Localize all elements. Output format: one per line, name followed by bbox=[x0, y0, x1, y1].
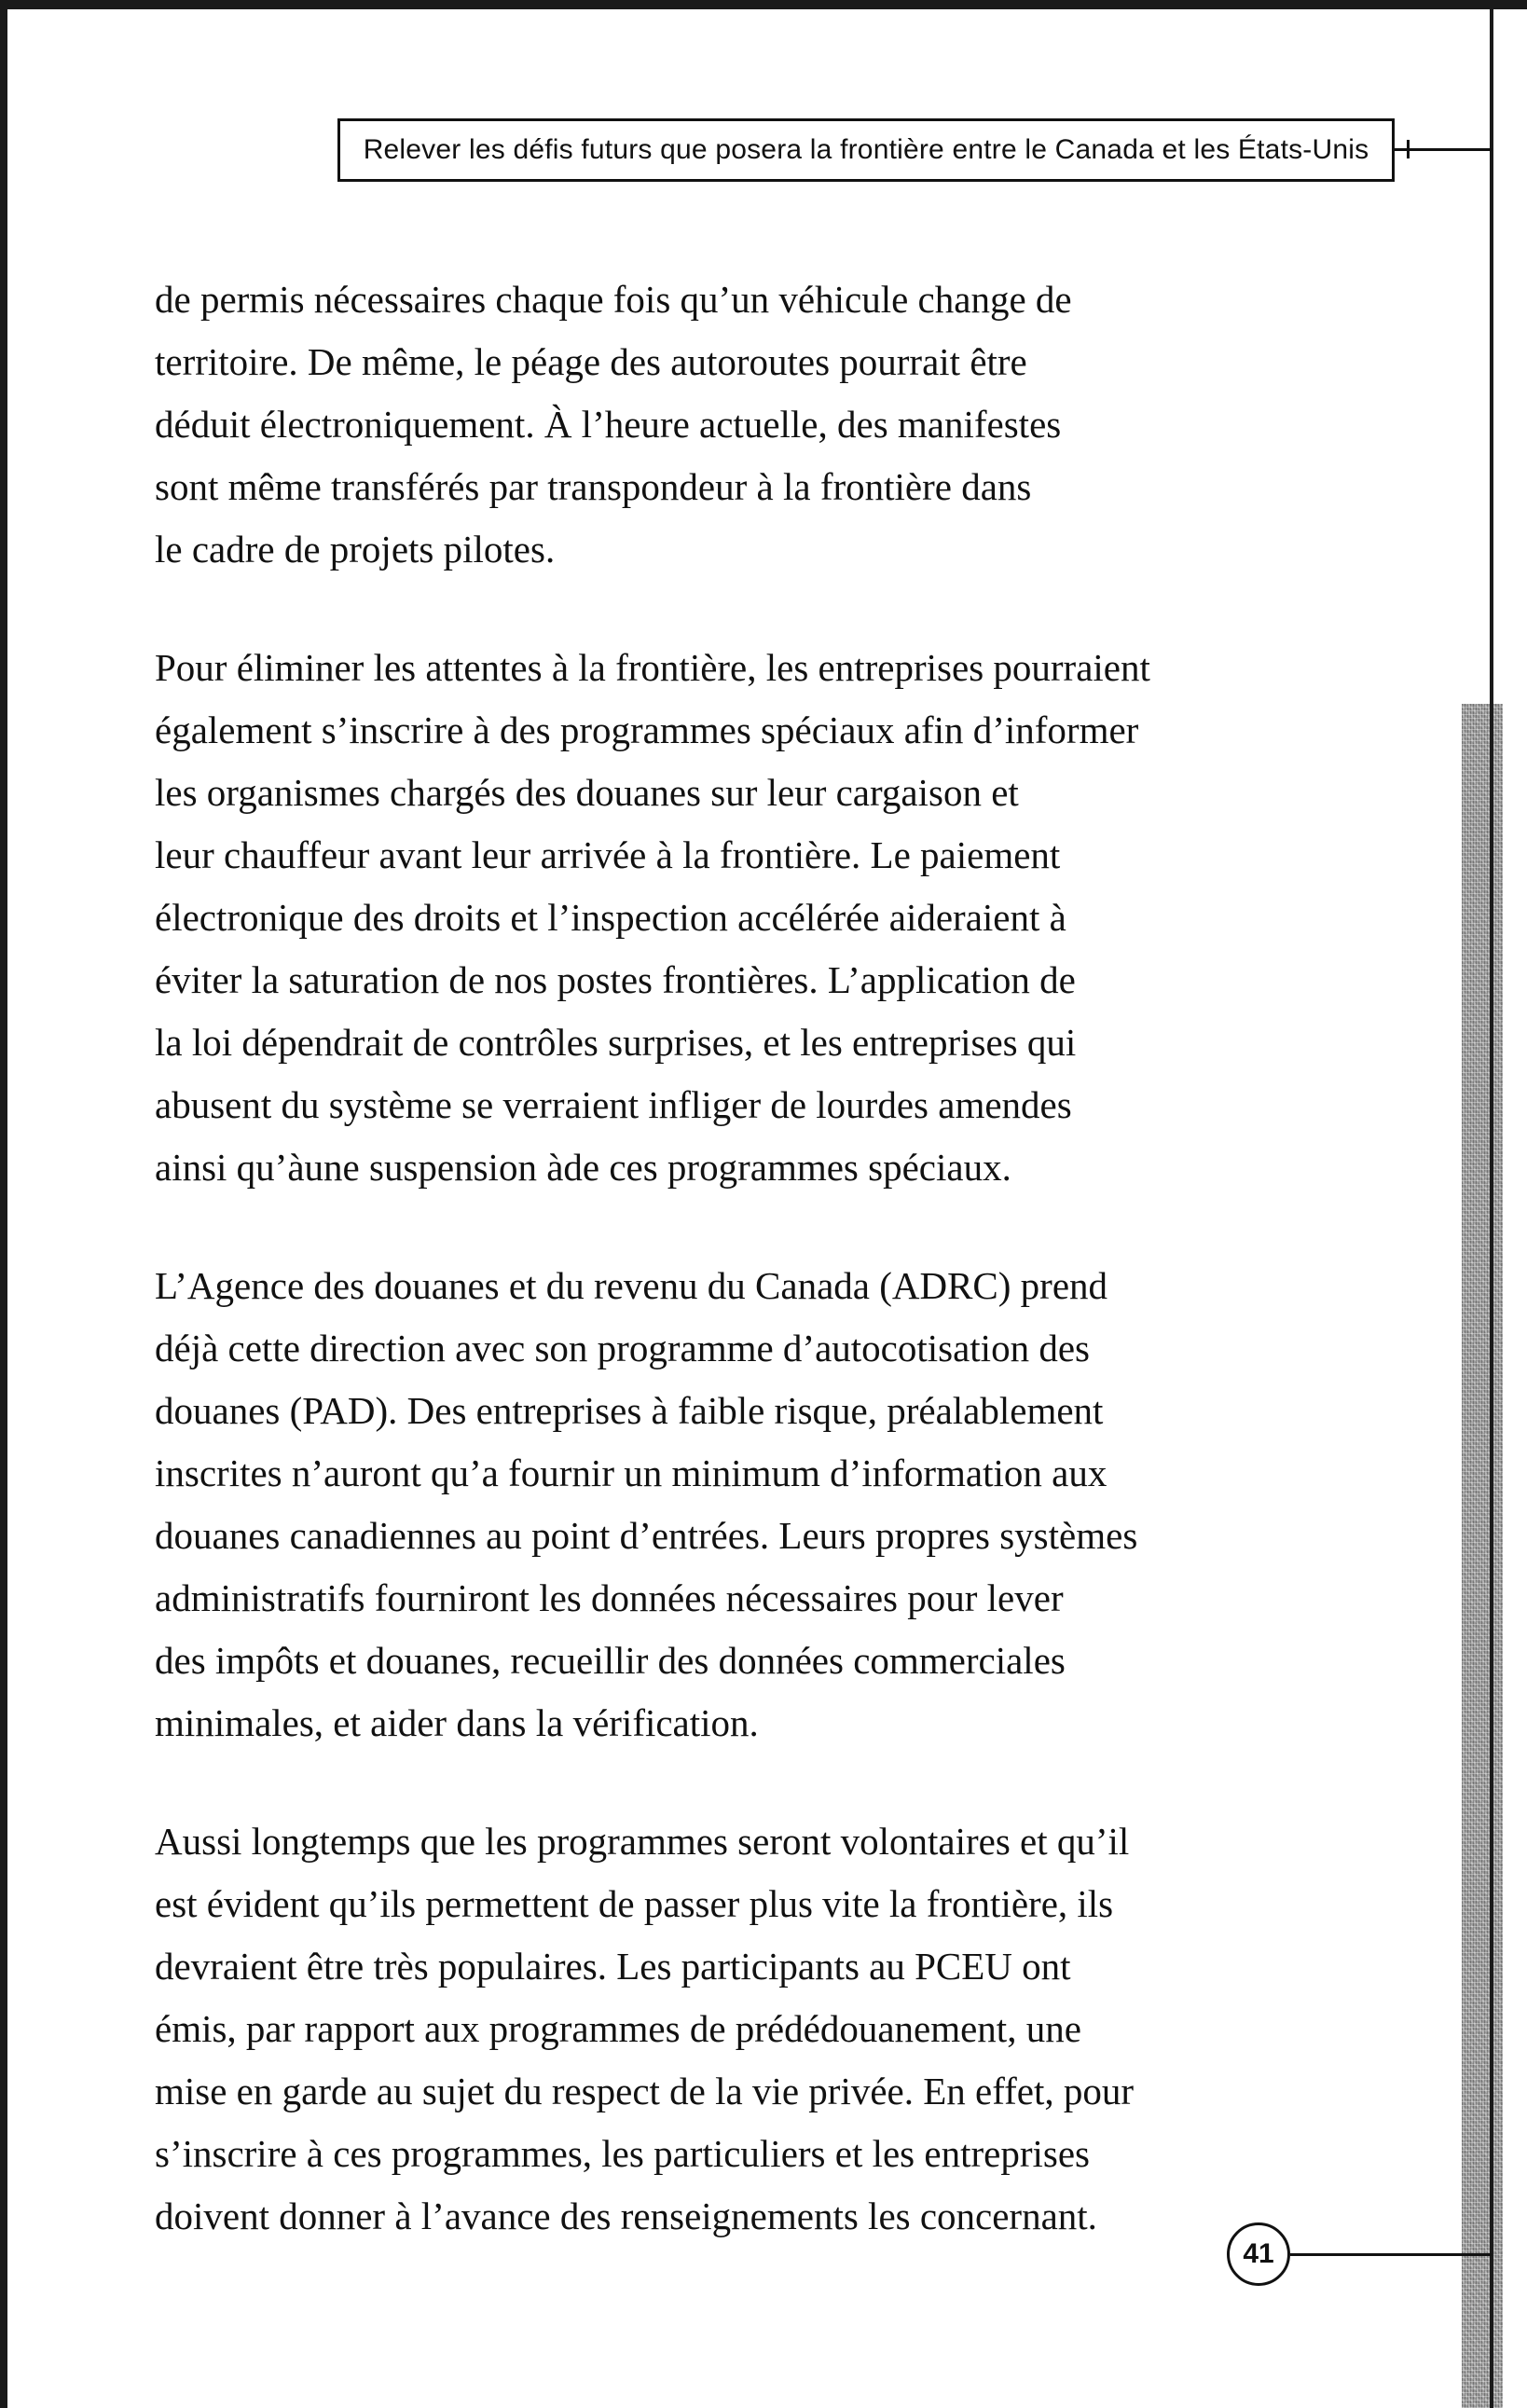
text-line: minimales, et aider dans la vérification. bbox=[155, 1701, 759, 1744]
text-line: sont même transférés par transpondeur à la frontière dans bbox=[155, 465, 1032, 508]
text-line: est évident qu’ils permettent de passer plus vite la frontière, ils bbox=[155, 1882, 1114, 1925]
paragraph bbox=[155, 1810, 1227, 2248]
text-line: inscrites n’auront qu’a fournir un minimum d’information aux bbox=[155, 1452, 1107, 1494]
paragraph bbox=[155, 268, 1227, 581]
running-header bbox=[337, 118, 1395, 182]
header-connector-tick bbox=[1407, 140, 1410, 158]
text-line: L’Agence des douanes et du revenu du Canada (ADRC) prend bbox=[155, 1264, 1108, 1307]
right-border-rule bbox=[1490, 0, 1493, 2408]
paragraph bbox=[155, 1255, 1227, 1754]
text-line: territoire. De même, le péage des autoroutes pourrait être bbox=[155, 340, 1027, 383]
text-line: déjà cette direction avec son programme d’autocotisation des bbox=[155, 1327, 1090, 1369]
text-line: également s’inscrire à des programmes spéciaux afin d’informer bbox=[155, 709, 1139, 751]
paragraph bbox=[155, 637, 1227, 1199]
text-line: de permis nécessaires chaque fois qu’un véhicule change de bbox=[155, 278, 1072, 321]
text-line: doivent donner à l’avance des renseignements les concernant. bbox=[155, 2195, 1097, 2237]
text-line: déduit électroniquement. À l’heure actuelle, des manifestes bbox=[155, 403, 1062, 446]
page-edge-texture bbox=[1462, 704, 1503, 2408]
text-line: les organismes chargés des douanes sur leur cargaison et bbox=[155, 771, 1019, 814]
top-border-rule bbox=[0, 0, 1527, 9]
left-border-rule bbox=[0, 0, 7, 2408]
text-line: électronique des droits et l’inspection accélérée aideraient à bbox=[155, 896, 1066, 939]
text-line: émis, par rapport aux programmes de prédédouanement, une bbox=[155, 2007, 1081, 2050]
text-line: administratifs fourniront les données nécessaires pour lever bbox=[155, 1576, 1064, 1619]
page-number-connector-line bbox=[1290, 2253, 1492, 2256]
page-number: 41 bbox=[1243, 2238, 1274, 2269]
text-line: des impôts et douanes, recueillir des données commerciales bbox=[155, 1639, 1066, 1682]
text-line: le cadre de projets pilotes. bbox=[155, 528, 556, 571]
text-line: douanes (PAD). Des entreprises à faible risque, préalablement bbox=[155, 1389, 1104, 1432]
text-line: douanes canadiennes au point d’entrées. Leurs propres systèmes bbox=[155, 1514, 1138, 1557]
text-line: abusent du système se verraient infliger de lourdes amendes bbox=[155, 1083, 1072, 1126]
page-number-badge bbox=[1227, 2222, 1290, 2286]
text-line: la loi dépendrait de contrôles surprises, et les entreprises qui bbox=[155, 1021, 1077, 1064]
running-header-title: Relever les défis futurs que posera la frontière entre le Canada et les États-Unis bbox=[363, 134, 1369, 165]
text-line: devraient être très populaires. Les participants au PCEU ont bbox=[155, 1945, 1071, 1988]
text-line: Pour éliminer les attentes à la frontière, les entreprises pourraient bbox=[155, 646, 1150, 689]
text-line: leur chauffeur avant leur arrivée à la frontière. Le paiement bbox=[155, 833, 1061, 876]
text-line: s’inscrire à ces programmes, les particuliers et les entreprises bbox=[155, 2132, 1090, 2175]
body-text bbox=[155, 268, 1227, 2304]
text-line: mise en garde au sujet du respect de la vie privée. En effet, pour bbox=[155, 2070, 1135, 2112]
text-line: éviter la saturation de nos postes frontières. L’application de bbox=[155, 958, 1076, 1001]
text-line: ainsi qu’àune suspension àde ces programmes spéciaux. bbox=[155, 1146, 1011, 1189]
text-line: Aussi longtemps que les programmes seront volontaires et qu’il bbox=[155, 1820, 1130, 1863]
